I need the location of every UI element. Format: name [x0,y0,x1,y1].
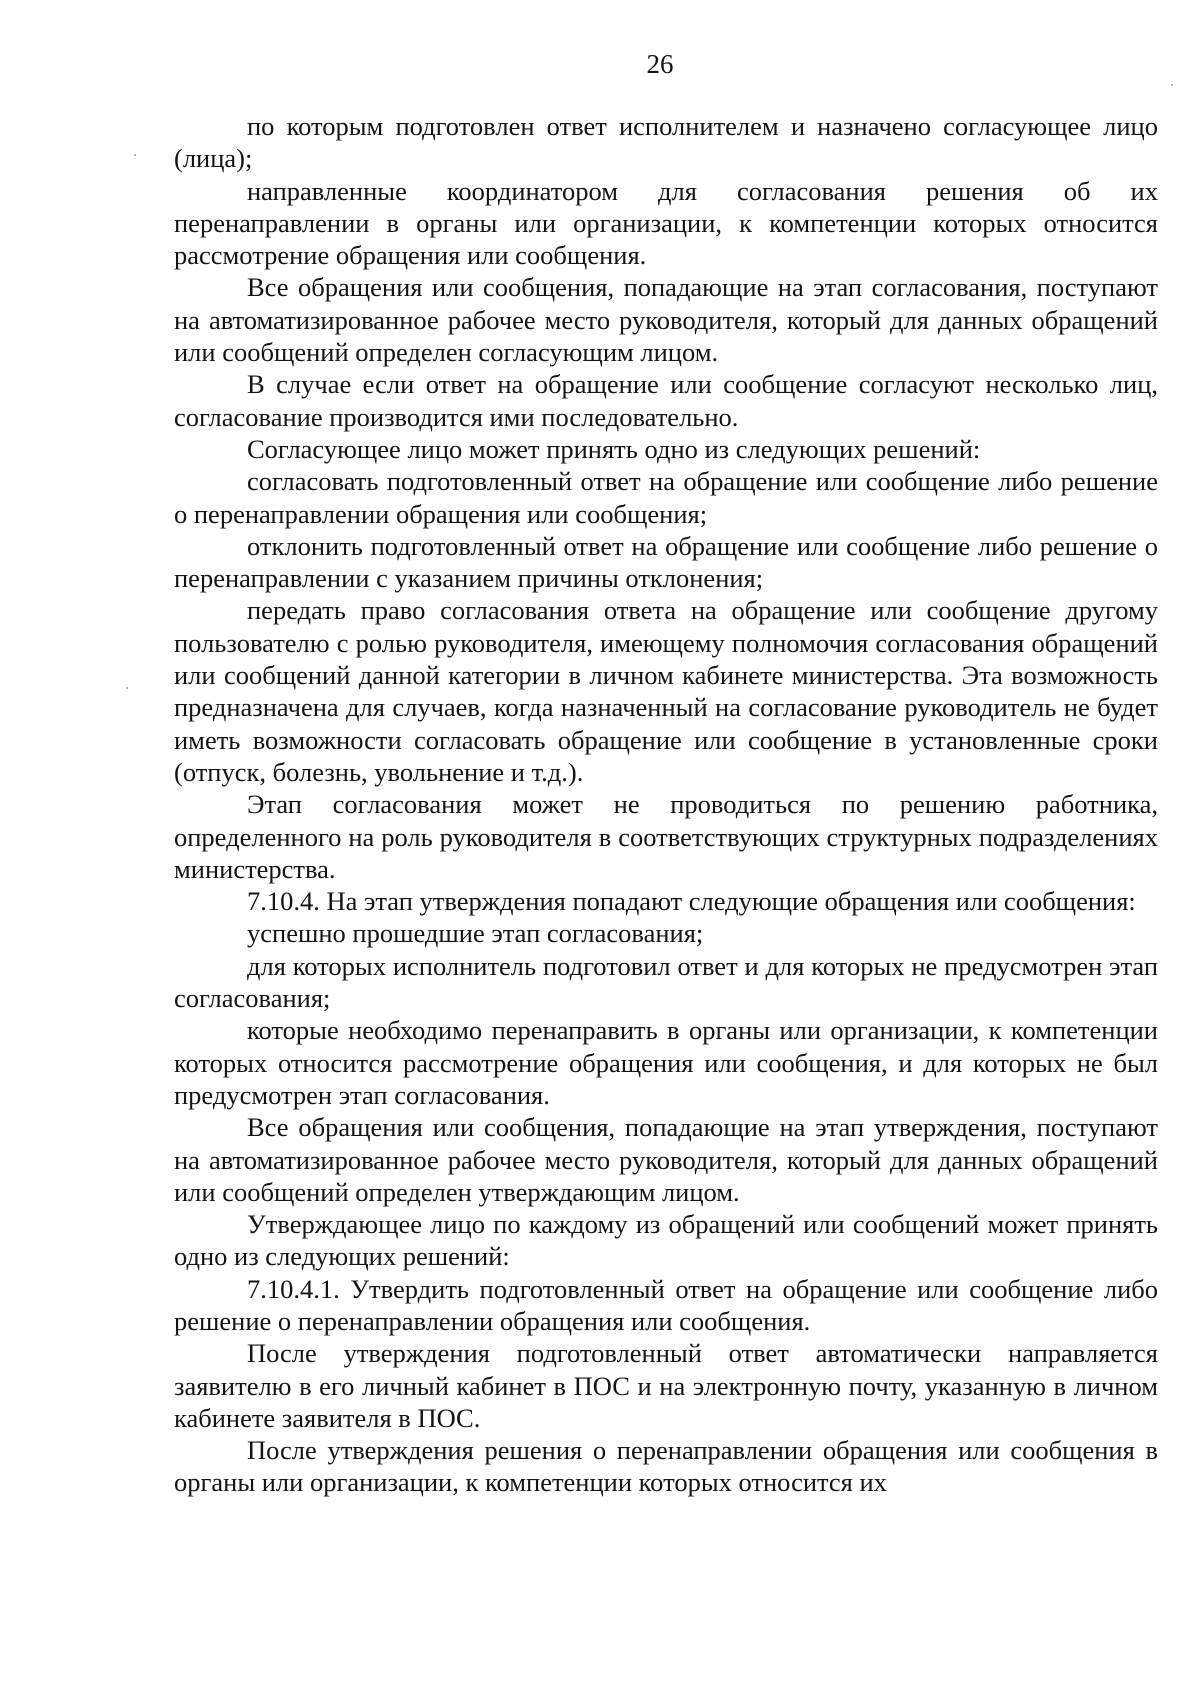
paragraph: Этап согласования может не проводиться по решению работника, определенного на роль руководителя в соответствующих структурных подразделениях министерства. [174,789,1158,884]
paragraph: Все обращения или сообщения, попадающие на этап утверждения, поступают на автоматизированное рабочее место руководителя, который для данных обращений или сообщений определен утверждающим лицом. [174,1112,1158,1207]
paragraph: Утверждающее лицо по каждому из обращений или сообщений может принять одно из следующих решений: [174,1209,1158,1272]
paragraph: После утверждения подготовленный ответ автоматически направляется заявителю в его личный кабинет в ПОС и на электронную почту, указанную в личном кабинете заявителя в ПОС. [174,1338,1158,1433]
paragraph: направленные координатором для согласования решения об их перенаправлении в органы или организации, к компетенции которых относится рассмотрение обращения или сообщения. [174,175,1158,271]
paragraph: Согласующее лицо может принять одно из следующих решений: [247,433,981,464]
paragraph: После утверждения решения о перенаправлении обращения или сообщения в органы или организации, к компетенции которых относится их [174,1435,1158,1498]
paragraph: согласовать подготовленный ответ на обращение или сообщение либо решение о перенаправлении обращения или сообщения; [174,466,1158,529]
page-number: 26 [646,49,674,79]
paragraph: для которых исполнитель подготовил ответ и для которых не предусмотрен этап согласования; [174,950,1158,1014]
scan-speck [134,154,136,156]
paragraph: передать право согласования ответа на обращение или сообщение другому пользователю с ролью руководителя, имеющему полномочия согласования обращений или сообщений данной категории в личном кабинете министерства. Эта возможность предназначена для случаев, когда назначенный на согласование руководитель не будет иметь возможности согласовать обращение или сообщение в установленные сроки (отпуск, болезнь, увольнение и т.д.). [174,595,1158,787]
paragraph: отклонить подготовленный ответ на обращение или сообщение либо решение о перенаправлении с указанием причины отклонения; [174,530,1158,594]
paragraph: которые необходимо перенаправить в органы или организации, к компетенции которых относится рассмотрение обращения или сообщения, и для которых не был предусмотрен этап согласования. [174,1015,1158,1110]
paragraph: 7.10.4.1. Утвердить подготовленный ответ на обращение или сообщение либо решение о перенаправлении обращения или сообщения. [174,1273,1158,1336]
paragraph: Все обращения или сообщения, попадающие на этап согласования, поступают на автоматизированное рабочее место руководителя, который для данных обращений или сообщений определен согласующим лицом. [174,272,1158,368]
paragraph: по которым подготовлен ответ исполнителем и назначено согласующее лицо (лица); [174,111,1158,174]
scan-speck [126,687,128,689]
paragraph: В случае если ответ на обращение или сообщение согласуют несколько лиц, согласование производится ими последовательно. [174,369,1158,432]
paragraph: 7.10.4. На этап утверждения попадают следующие обращения или сообщения: [247,886,1136,917]
paragraph: успешно прошедшие этап согласования; [247,918,704,949]
scan-speck [1171,84,1173,86]
document-body [174,110,1158,1499]
